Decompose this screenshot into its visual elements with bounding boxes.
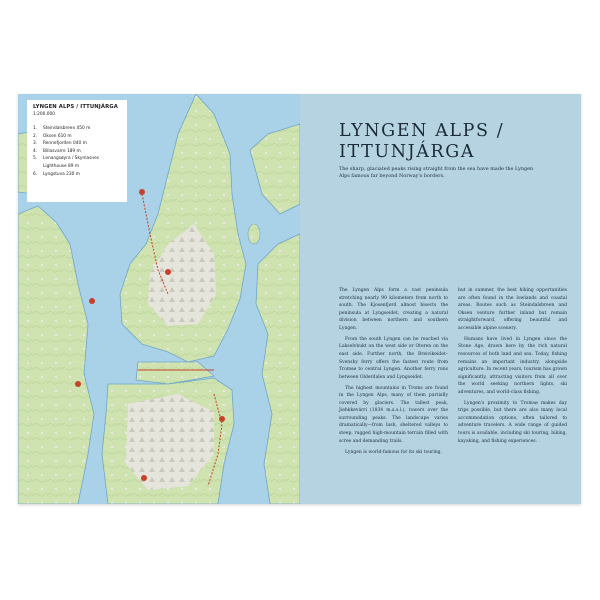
legend-item: 3. Rennefjorden 040 m xyxy=(33,141,87,147)
article-body xyxy=(339,287,567,460)
article-title: LYNGEN ALPS / ITTUNJÁRGA xyxy=(339,121,505,162)
map-page xyxy=(18,94,300,504)
column-left xyxy=(339,287,448,460)
paragraph: Humans have lived in Lyngen since the Stone Age, drawn here by the rich natural resources of both land and sea. Today, fishing remains an important industry, alongside agriculture. In recent years, tourism has grown significantly, attracting visitors from all over the world seeking northern lights, ski adventures, and world-class fishing. xyxy=(458,336,567,395)
paragraph: The highest mountains in Troms are found in the Lyngen Alps, many of them partially covered by glaciers. The tallest peak, Jiehkkevárri (1834 m.a.s.l.), towers over the surrounding peaks. The landscape varies dramatically—from lush, sheltered valleys to steep, rugged high-mountain terrain filled with scree and demanding trails. xyxy=(339,385,448,444)
map-legend xyxy=(27,100,127,202)
legend-item: 4. Billasvarre 189 m xyxy=(33,148,81,154)
column-right xyxy=(458,287,567,460)
book-spread xyxy=(18,94,581,504)
text-page xyxy=(300,94,581,504)
article-subtitle: The sharp, glaciated peaks rising straight from the sea have made the Lyngen Alps famous far beyond Norway's borders. xyxy=(339,166,534,180)
paragraph: but in summer, the best hiking opportunities are often found in the lowlands and coastal areas. Routes such as Steindalsbreen and Oksen venture further inland but remain straightforward, offering beautiful and accessible alpine scenery. xyxy=(458,288,567,331)
legend-title: LYNGEN ALPS / ITTUNJÁRGA xyxy=(33,104,118,110)
paragraph: Lyngen's proximity to Tromsø makes day trips possible, but there are also many local accommodation options, often tailored to adventure travelers. A wide range of guided tours is available, including ski touring, biking, kayaking, and fishing experiences. xyxy=(458,400,567,444)
legend-list xyxy=(33,125,121,178)
legend-scale: 1:200.000 xyxy=(33,112,55,117)
paragraph: From the south Lyngen can be reached via Lakselvbukt on the west side or Oteren on the east side. Further north, the Breivikeidet–Svensby ferry offers the fastest route from Tromsø to central Lyngen. Another ferry runs between Olderdalen and Lyngseidet. xyxy=(339,336,448,380)
paragraph: Lyngen is world-famous for its ski touring, xyxy=(345,449,442,455)
legend-item: 2. Oksen 610 m xyxy=(33,133,72,139)
legend-item: 5. Lenangsøyra / Skymasnes Lighthouse 89 m xyxy=(33,156,100,169)
legend-item: 1. Steindalsbreen 450 m xyxy=(33,126,91,131)
paragraph: The Lyngen Alps form a vast peninsula stretching nearly 90 kilometers from north to south. The Kjosenfjord almost bisects the peninsula at Lyngseidet, creating a natural division between northern and southern Lyngen. xyxy=(339,288,448,331)
legend-item: 6. Lyngstuva 230 m xyxy=(33,171,80,177)
